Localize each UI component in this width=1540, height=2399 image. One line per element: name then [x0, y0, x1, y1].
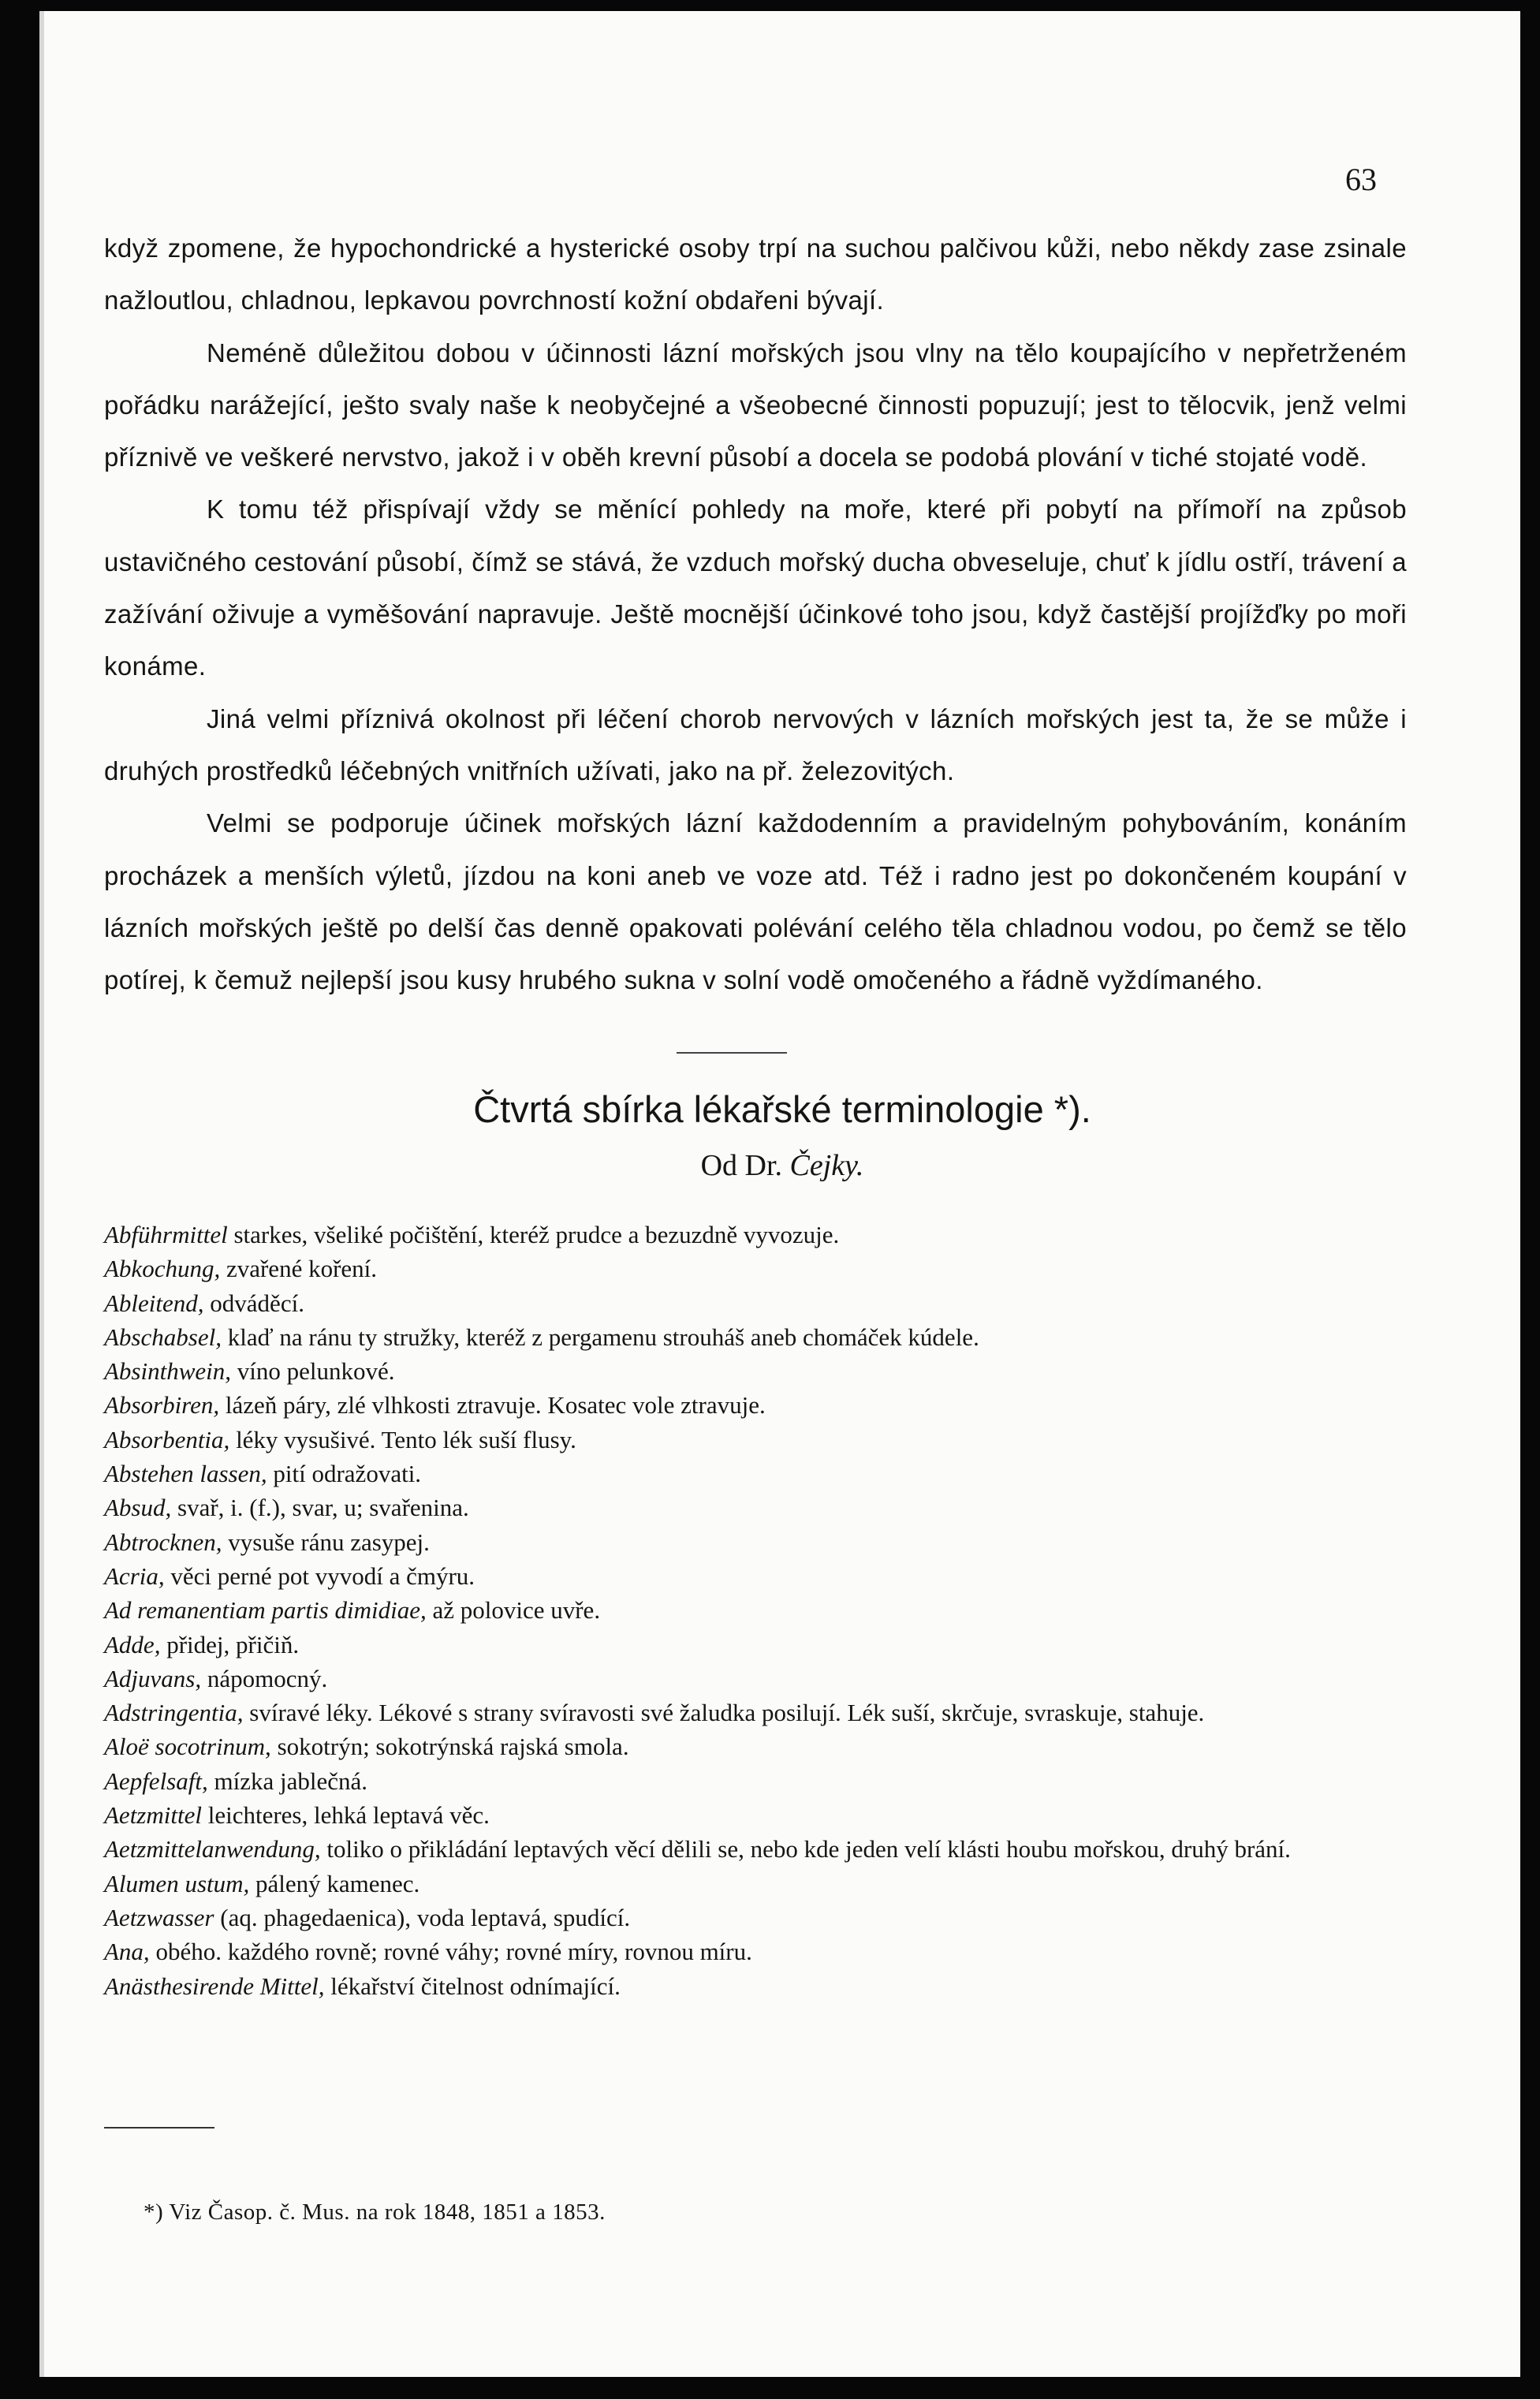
- paragraph: K tomu též přispívají vždy se měnící pohledy na moře, které při pobytí na přímoří na způsob ustavičného cestování působí, čímž se stává, že vzduch mořský ducha obveseluje, chuť k jídlu ostří, trávení a zažívání oživuje a vyměšování napravuje. Ještě mocnější účinkové toho jsou, když častější projížďky po moři konáme.: [104, 494, 1407, 681]
- glossary-term: Ana,: [104, 1938, 150, 1966]
- glossary-term: Abführmittel: [104, 1221, 228, 1248]
- glossary-definition: obého. každého rovně; rovné váhy; rovné míry, rovnou míru.: [149, 1938, 752, 1966]
- glossary-term: Ad remanentiam partis dimidiae,: [104, 1596, 427, 1625]
- glossary-term: Absinthwein,: [104, 1357, 232, 1386]
- glossary-term: Aloë socotrinum,: [104, 1733, 271, 1761]
- book-page: [39, 11, 1520, 2377]
- glossary-entry: [104, 1867, 1413, 1901]
- glossary-definition: lékařství čitelnost odnímající.: [324, 1972, 621, 2000]
- glossary-definition: toliko o přikládání leptavých věcí dělili se, nebo kde jeden velí klásti houbu mořskou, druhý brání.: [320, 1835, 1291, 1864]
- glossary-definition: starkes, všeliké počištění, kteréž prudce a bezuzdně vyvozuje.: [227, 1221, 840, 1248]
- glossary-entry: [104, 1696, 1413, 1729]
- glossary-term: Absud,: [104, 1494, 172, 1522]
- glossary-entry: [104, 1729, 1413, 1763]
- glossary-definition: svař, i. (f.), svar, u; svařenina.: [171, 1494, 469, 1522]
- glossary-entry: [104, 1354, 1413, 1388]
- glossary-term: Absorbiren,: [104, 1391, 220, 1420]
- glossary-entry: [104, 1559, 1413, 1593]
- glossary-definition: mízka jablečná.: [207, 1767, 367, 1795]
- glossary-definition: věci perné pot vyvodí a čmýru.: [164, 1561, 475, 1590]
- glossary-entry: [104, 1798, 1413, 1832]
- glossary-term: Aetzmittelanwendung,: [104, 1835, 321, 1864]
- glossary-entry: [104, 1764, 1413, 1798]
- glossary-definition: zvařené koření.: [220, 1255, 378, 1283]
- author-name: Čejky.: [789, 1149, 864, 1182]
- glossary-entry: [104, 1218, 1413, 1252]
- glossary-entry: [104, 1593, 1413, 1627]
- glossary-entry: [104, 1934, 1413, 1968]
- glossary-definition: klaď na ránu ty stružky, kteréž z pergamenu strouháš aneb chomáček kúdele.: [221, 1323, 979, 1351]
- glossary-entry: [104, 1662, 1413, 1696]
- glossary-definition: vysuše ránu zasypej.: [222, 1528, 430, 1556]
- glossary-term: Acria,: [104, 1561, 165, 1590]
- glossary-definition: (aq. phagedaenica), voda leptavá, spudící.: [214, 1903, 631, 1931]
- author-prefix: Od Dr.: [700, 1149, 783, 1182]
- glossary-definition: odváděcí.: [203, 1289, 304, 1317]
- glossary-entry: [104, 1457, 1413, 1491]
- glossary-term: Aetzwasser: [104, 1903, 214, 1931]
- glossary-definition: přidej, přičiň.: [160, 1630, 300, 1658]
- glossary-entry: [104, 1286, 1413, 1320]
- glossary-entry: [104, 1832, 1413, 1866]
- page-number: 63: [1345, 162, 1377, 197]
- glossary-entry: [104, 1969, 1413, 2003]
- footnote-divider: [104, 2127, 214, 2129]
- glossary-term: Aetzmittel: [104, 1801, 202, 1830]
- paragraph: když zpomene, že hypochondrické a hysterické osoby trpí na suchou palčivou kůži, nebo někdy zase zsinale nažloutlou, chladnou, lepkavou povrchností kožní obdařeni bývají.: [104, 233, 1407, 315]
- paragraph: Jiná velmi příznivá okolnost při léčení chorob nervových v lázních mořských jest ta, že se může i druhých prostředků léčebných vnitřních užívati, jako na př. železovitých.: [104, 703, 1407, 785]
- glossary-entry: [104, 1320, 1413, 1354]
- glossary-definition: pití odražovati.: [267, 1460, 422, 1488]
- glossary-definition: až polovice uvře.: [426, 1596, 601, 1625]
- glossary-term: Adstringentia,: [104, 1699, 244, 1727]
- glossary-entry: [104, 1901, 1413, 1934]
- paragraph: Velmi se podporuje účinek mořských lázní každodenním a pravidelným pohybováním, konáním procházek a menších výletů, jízdou na koni aneb ve voze atd. Též i radno jest po dokončeném koupání v lázních mořských ještě po delší čas denně opakovati polévání celého těla chladnou vodou, po čemž se tělo potírej, k čemuž nejlepší jsou kusy hrubého sukna v solní vodě omočeného a řádně vyždímaného.: [104, 808, 1407, 995]
- glossary-term: Aepfelsaft,: [104, 1767, 208, 1795]
- glossary-definition: sokotrýn; sokotrýnská rajská smola.: [270, 1733, 629, 1761]
- section-divider: [677, 1052, 787, 1054]
- paragraph: Neméně důležitou dobou v účinnosti lázní mořských jsou vlny na tělo koupajícího v nepřetrženém pořádku narážející, ješto svaly naše k neobyčejné a všeobecné činnosti popuzují; jest to tělocvik, jenž velmi příznivě ve veškeré nervstvo, jakož i v oběh krevní působí a docela se podobá plování v tiché stojaté vodě.: [104, 338, 1407, 472]
- footnote: *) Viz Časop. č. Mus. na rok 1848, 1851 a 1853.: [144, 2199, 606, 2225]
- glossary-list: [104, 1218, 1413, 2003]
- glossary-entry: [104, 1525, 1413, 1559]
- glossary-definition: svíravé léky. Lékové s strany svíravosti své žaludka posilují. Lék suší, skrčuje, svraskuje, stahuje.: [243, 1699, 1205, 1727]
- glossary-term: Abstehen lassen,: [104, 1460, 267, 1488]
- glossary-term: Adde,: [104, 1630, 161, 1658]
- glossary-term: Abtrocknen,: [104, 1528, 222, 1556]
- glossary-term: Absorbentia,: [104, 1425, 230, 1453]
- section-author: [44, 1148, 1520, 1183]
- glossary-term: Ableitend,: [104, 1289, 204, 1317]
- glossary-entry: [104, 1252, 1413, 1285]
- glossary-term: Abkochung,: [104, 1255, 221, 1283]
- glossary-definition: léky vysušivé. Tento lék suší flusy.: [229, 1425, 576, 1453]
- body-text: [104, 222, 1407, 1006]
- glossary-term: Alumen ustum,: [104, 1869, 250, 1897]
- glossary-term: Abschabsel,: [104, 1323, 222, 1351]
- glossary-entry: [104, 1423, 1413, 1457]
- glossary-term: Adjuvans,: [104, 1664, 202, 1692]
- glossary-definition: víno pelunkové.: [231, 1357, 395, 1386]
- glossary-term: Anästhesirende Mittel,: [104, 1972, 325, 2000]
- glossary-definition: nápomocný.: [201, 1664, 328, 1692]
- glossary-definition: pálený kamenec.: [249, 1869, 420, 1897]
- glossary-entry: [104, 1388, 1413, 1422]
- glossary-definition: leichteres, lehká leptavá věc.: [201, 1801, 490, 1830]
- section-title: Čtvrtá sbírka lékařské terminologie *).: [473, 1088, 1091, 1130]
- glossary-entry: [104, 1628, 1413, 1662]
- glossary-entry: [104, 1491, 1413, 1524]
- glossary-definition: lázeň páry, zlé vlhkosti ztravuje. Kosatec vole ztravuje.: [219, 1391, 766, 1420]
